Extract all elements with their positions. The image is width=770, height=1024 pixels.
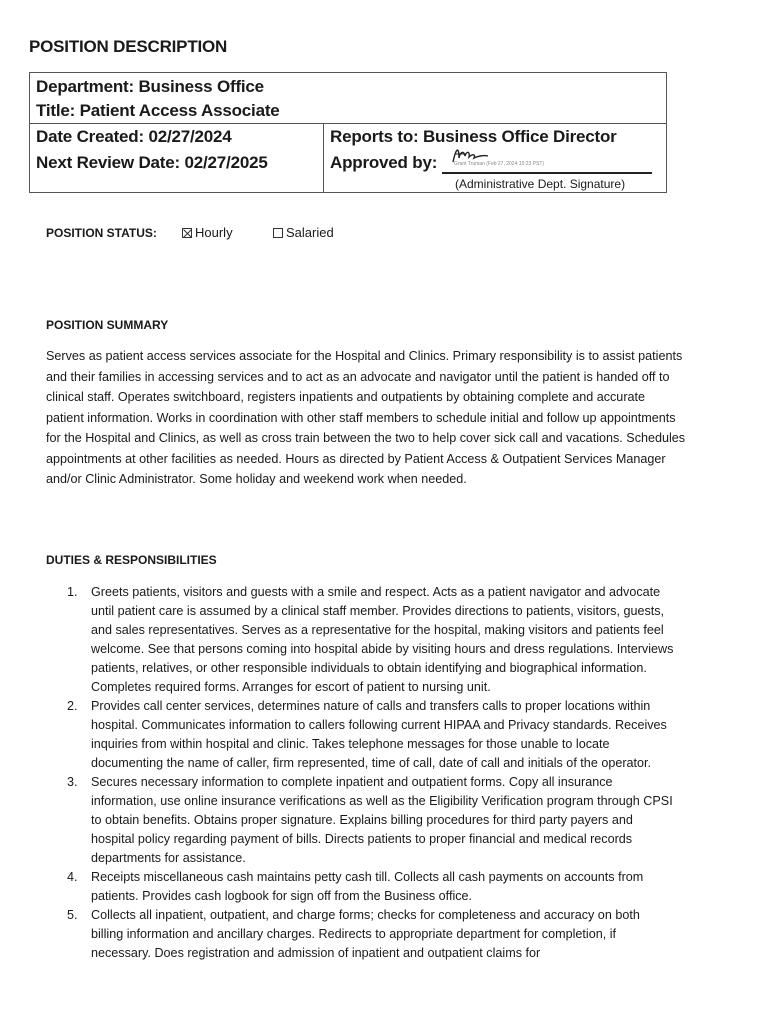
date-created-field: Date Created: 02/27/2024 bbox=[36, 127, 232, 146]
list-item: 1. Greets patients, visitors and guests with a smile and respect. Acts as a patient navigator and advocate until patient care is assumed by a clinical staff member. Provides directions to patients, visitors, guests, and sales representatives. Serves as a representative for the hospital, making visitors and patients feel welcome. See that persons coming into hospital abide by visiting hours and dress regulations. Interviews patients, relatives, or other responsible individuals to obtain identifying and biographical information. Completes required forms. Arranges for escort of patient to nursing unit. bbox=[67, 585, 674, 694]
position-status-label: POSITION STATUS: bbox=[46, 226, 157, 240]
signature-caption: (Administrative Dept. Signature) bbox=[455, 177, 626, 191]
summary-paragraph: Serves as patient access services associate for the Hospital and Clinics. Primary responsibility is to assist patients and their families in accessing services and to act as an advocate and navigator until the patient is handed off to clinical staff. Operates switchboard, registers inpatients and outpatients by obtaining complete and accurate patient information. Works in coordination with other staff members to schedule initial and follow up appointments for the Hospital and Clinics, as well as cross train between the two to help cover sick call and vacations. Schedules appointments at other facilities as needed. Hours as directed by Patient Access & Outpatient Services Manager and/or Clinic Administrator. Some holiday and weekend work when needed. bbox=[46, 349, 686, 486]
department-field: Department: Business Office bbox=[36, 77, 264, 96]
duties-heading: DUTIES & RESPONSIBILITIES bbox=[46, 553, 217, 567]
list-item: 2. Provides call center services, determines nature of calls and transfers calls to proper locations within hospital. Communicates information to callers following current HIPAA and Privacy standards. Receives inquiries from within hospital and clinic. Takes telephone messages for those unable to locate documenting the name of caller, firm represented, time of call, date of call and initials of the operator. bbox=[67, 699, 667, 770]
unchecked-box-icon bbox=[273, 228, 283, 238]
reports-to-field: Reports to: Business Office Director bbox=[330, 127, 617, 146]
next-review-field: Next Review Date: 02/27/2025 bbox=[36, 153, 268, 172]
list-item: 4. Receipts miscellaneous cash maintains petty cash till. Collects all cash payments on accounts from patients. Provides cash logbook for sign off from the Business office. bbox=[67, 870, 644, 903]
header-divider-horizontal bbox=[30, 123, 666, 124]
position-title-field: Title: Patient Access Associate bbox=[36, 101, 280, 120]
status-option-label: Salaried bbox=[286, 225, 334, 240]
status-option-label: Hourly bbox=[195, 225, 233, 240]
summary-heading: POSITION SUMMARY bbox=[46, 318, 169, 332]
list-item: 5. Collects all inpatient, outpatient, and charge forms; checks for completeness and accuracy on both billing information and ancillary charges. Redirects to appropriate department for completion, if necessary. Does registration and admission of inpatient and outpatient claims for bbox=[67, 908, 640, 960]
status-option-hourly[interactable] bbox=[182, 225, 233, 241]
list-item: 3. Secures necessary information to complete inpatient and outpatient forms. Copy all insurance information, use online insurance verifications as well as the Eligibility Verification program through CPSI to obtain benefits. Obtains proper signature. Explains billing procedures for third party payers and hospital policy regarding payment of bills. Directs patients to proper financial and medical records departments for assistance. bbox=[67, 775, 673, 865]
status-option-salaried[interactable] bbox=[273, 225, 334, 241]
document-title: POSITION DESCRIPTION bbox=[29, 37, 228, 56]
duties-list bbox=[46, 583, 674, 963]
signature-line bbox=[442, 172, 652, 174]
approved-by-label: Approved by: bbox=[330, 153, 438, 172]
signature-stamp: Grant Truman (Feb 27, 2024 15:23 PST) bbox=[454, 161, 545, 167]
header-table bbox=[29, 72, 667, 193]
checked-box-icon bbox=[182, 228, 192, 238]
header-divider-vertical bbox=[323, 123, 324, 192]
